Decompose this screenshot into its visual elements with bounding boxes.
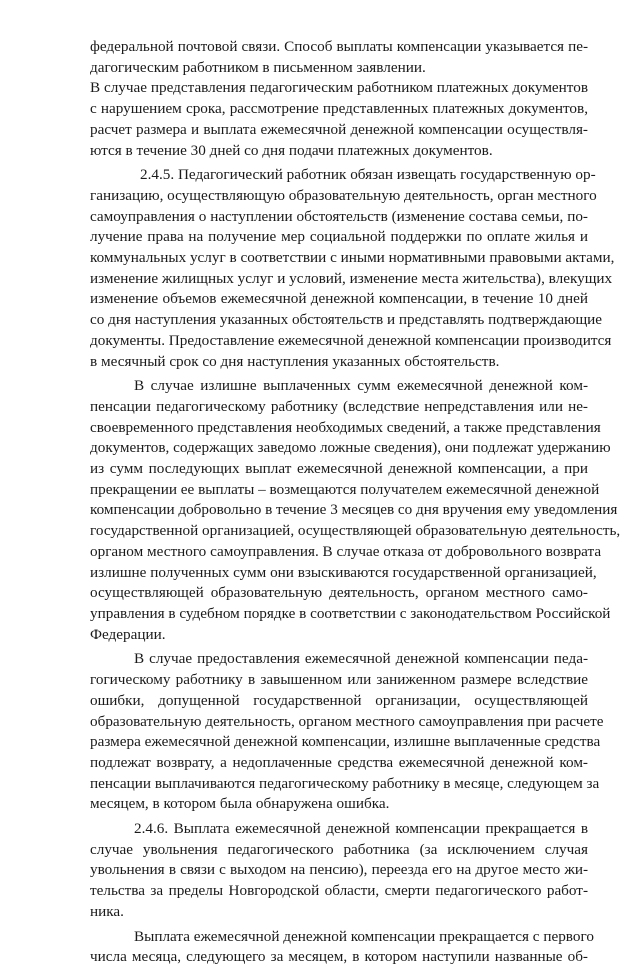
paragraph-late-documents — [90, 78, 588, 161]
text-line: компенсации добровольно в течение 3 месяцев со дня вручения ему уведомления — [90, 501, 618, 519]
text-line: гогическому работнику в завышенном или заниженном размере вследствие — [90, 671, 588, 689]
text-line: Выплата ежемесячной денежной компенсации прекращается с первого — [134, 927, 594, 945]
text-line: органом местного самоуправления. В случае отказа от добровольного возврата — [90, 542, 602, 560]
text-line: осуществляющей образовательную деятельность, органом местного само- — [90, 584, 588, 602]
text-line: месяцем, в котором была обнаружена ошибка. — [90, 795, 390, 813]
text-line: управления в судебном порядке в соответствии с законодательством Российской — [90, 604, 611, 622]
text-line: ганизацию, осуществляющую образовательную деятельность, орган местного — [90, 186, 597, 204]
text-line: случае увольнения педагогического работника (за исключением случая — [90, 840, 588, 858]
text-line: излишне полученных сумм они взыскиваются государственной организацией, — [90, 563, 597, 581]
text-line: с нарушением срока, рассмотрение представленных платежных документов, — [90, 100, 588, 118]
text-line: в месячный срок со дня наступления указанных обстоятельств. — [90, 352, 500, 370]
text-line: ника. — [90, 902, 124, 920]
text-line: пенсации педагогическому работнику (вследствие непредставления или не- — [90, 397, 588, 415]
text-line: размера ежемесячной денежной компенсации, излишне выплаченные средства — [90, 733, 601, 751]
text-line: изменение жилищных услуг и условий, изменение места жительства), влекущих — [90, 269, 613, 287]
text-line: самоуправления о наступлении обстоятельств (изменение состава семьи, по- — [90, 207, 588, 225]
text-line: документы. Предоставление ежемесячной денежной компенсации производится — [90, 331, 612, 349]
text-line: пенсации выплачиваются педагогическому работнику в месяце, следующем за — [90, 774, 600, 792]
paragraph-2-4-6 — [90, 819, 588, 923]
paragraph-wrong-amount — [90, 649, 604, 815]
text-line: В случае представления педагогическим работником платежных документов — [90, 79, 588, 97]
text-line: В случае предоставления ежемесячной денежной компенсации педа- — [134, 650, 588, 668]
text-line: федеральной почтовой связи. Способ выплаты компенсации указывается пе- — [90, 38, 588, 55]
text-line: из сумм последующих выплат ежемесячной денежной компенсации, а при — [90, 460, 588, 478]
text-line: числа месяца, следующего за месяцем, в котором наступили названные об- — [90, 948, 588, 966]
text-line: коммунальных услуг в соответствии с иными нормативными правовыми актами, — [90, 249, 615, 267]
text-line: ошибки, допущенной государственной организации, осуществляющей — [90, 691, 588, 709]
text-line: Федерации. — [90, 625, 166, 643]
text-line: тельства за пределы Новгородской области, смерти педагогического работ- — [90, 882, 588, 900]
text-line: изменение объемов ежемесячной денежной компенсации, в течение 10 дней — [90, 290, 588, 308]
text-line: дагогическим работником в письменном заявлении. — [90, 58, 426, 76]
text-line: увольнения в связи с выходом на пенсию), переезда его на другое место жи- — [90, 861, 588, 879]
text-line: 2.4.6. Выплата ежемесячной денежной компенсации прекращается в — [134, 820, 588, 838]
text-line: государственной организацией, осуществляющей образовательную деятельность, — [90, 522, 621, 540]
text-line: документов, содержащих заведомо ложные сведения), они подлежат удержанию — [90, 439, 611, 457]
text-line: расчет размера и выплата ежемесячной денежной компенсации осуществля- — [90, 120, 588, 138]
paragraph-termination — [90, 927, 594, 968]
text-line: 2.4.5. Педагогический работник обязан извещать государственную ор- — [140, 166, 596, 184]
text-line: своевременного представления необходимых сведений, а также представления — [90, 418, 601, 436]
text-line: прекращении ее выплаты – возмещаются получателем ежемесячной денежной — [90, 480, 600, 498]
paragraph-2-4-5 — [90, 165, 615, 372]
text-line: подлежат возврату, а недоплаченные средства ежемесячной денежной ком- — [90, 753, 588, 771]
text-line: лучение права на получение мер социальной поддержки по оплате жилья и — [90, 228, 588, 246]
text-line: образовательную деятельность, органом местного самоуправления при расчете — [90, 712, 604, 730]
paragraph-continuation — [90, 37, 588, 78]
text-line: В случае излишне выплаченных сумм ежемесячной денежной ком- — [134, 377, 588, 395]
text-line: ются в течение 30 дней со дня подачи платежных документов. — [90, 141, 493, 159]
document-page — [90, 37, 621, 968]
paragraph-overpaid-sums — [90, 376, 621, 645]
text-line: со дня наступления указанных обстоятельств и представлять подтверждающие — [90, 311, 603, 329]
